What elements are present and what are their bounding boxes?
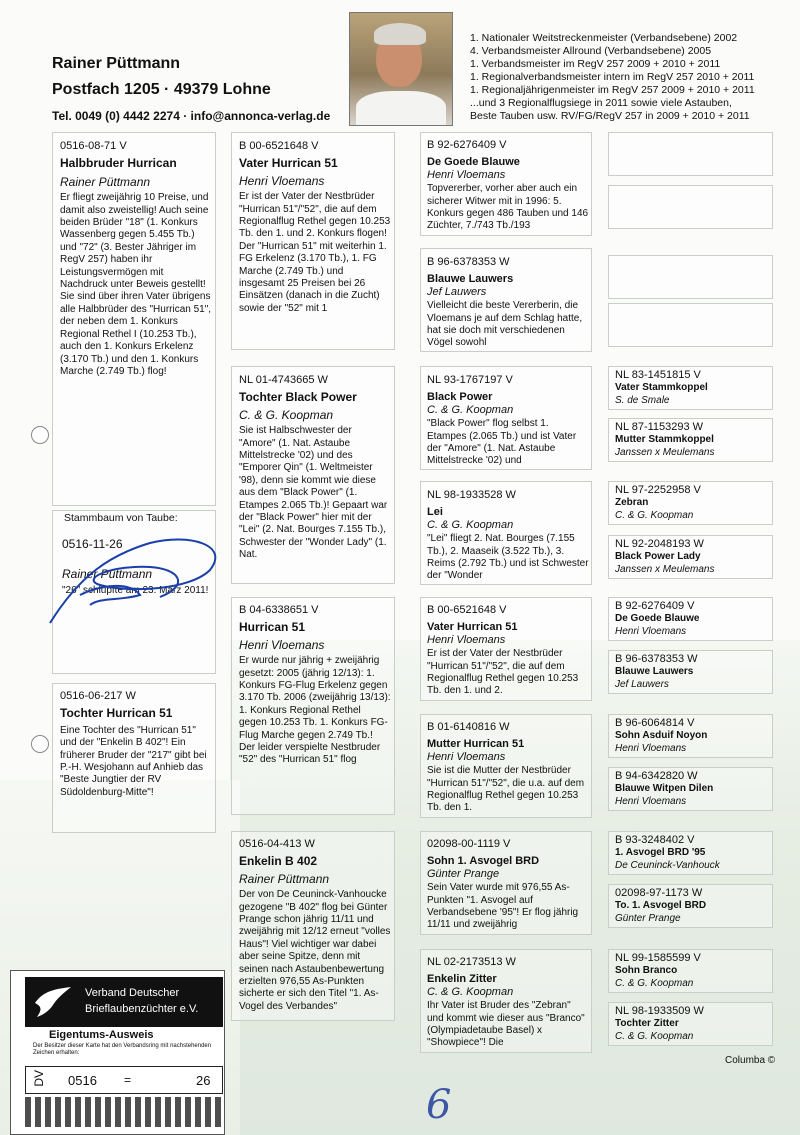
- pigeon-name: Mutter Stammkoppel: [615, 434, 714, 446]
- owner-photo: [349, 12, 453, 126]
- pigeon-name: Blauwe Lauwers: [615, 666, 694, 678]
- gen2-entry: [427, 256, 589, 350]
- breeder-name: De Ceuninck-Vanhouck: [615, 859, 720, 871]
- card-security-pattern: [25, 1097, 223, 1127]
- ring-number: NL 97-2252958 V: [615, 484, 701, 496]
- achievement-item: 4. Verbandsmeister Allround (Verbandsebene) 2005: [470, 45, 712, 57]
- breeder-name: Jef Lauwers: [615, 678, 669, 690]
- card-number: 0516: [68, 1073, 97, 1088]
- gen3-entry: [615, 717, 771, 757]
- breeder-name: Henri Vloemans: [615, 795, 687, 807]
- card-org-line1: Verband Deutscher: [85, 987, 180, 999]
- card-ring-row: [25, 1066, 223, 1094]
- gen1-entry: [239, 140, 391, 345]
- pigeon-name: Enkelin B 402: [239, 854, 318, 869]
- ring-number: 02098-97-1173 W: [615, 887, 703, 899]
- pigeon-name: Black Power: [427, 391, 493, 404]
- gen3-entry: [615, 952, 771, 992]
- pigeon-name: Tochter Hurrican 51: [60, 706, 173, 721]
- breeder-name: Rainer Püttmann: [60, 174, 151, 189]
- gen2-entry: [427, 838, 589, 932]
- breeder-name: Henri Vloemans: [615, 625, 687, 637]
- gen3-entry: [615, 653, 771, 693]
- pigeon-description: Er fliegt zweijährig 10 Preise, und damit also zweistellig! Auch seine beiden Brüder "18" (1. Konkurs Wassenberg gegen 5.455 Tb.) und "72" (3. Bester Jähriger im RegV 257) haben ihr Leistungsvermögen mit Nachdruck unter Beweis gestellt! Sie sind über ihren Vater übrigens alle Halbbrüder des "Hurrican 51", der neben dem 1. Konkurs Regional Rethel I (10.253 Tb.), auch den 1. Konkurs Erkelenz (3.170 Tb.) und den 1. Konkurs Marche (2.749 Tb.) flog!: [60, 192, 212, 377]
- ownership-card: [10, 970, 225, 1135]
- pigeon-description: Er wurde nur jährig + zweijährig gesetzt: 2005 (jährig 12/13): 1. Konkurs FG-Flug Erkelenz gegen 3.170 Tb. 2006 (zweijährig 13/13): 1. Konkurs Regional Rethel gegen 10.253 Tb. 1. Konkurs FG-Flug Marche gegen 2.749 Tb.! Der leider verspielte Nestbruder "52" des "Hurrican 51" flog: [239, 655, 391, 766]
- ring-number: B 96-6378353 W: [427, 256, 510, 268]
- ring-number: NL 01-4743665 W: [239, 374, 328, 386]
- pigeon-description: Sein Vater wurde mit 976,55 As-Punkten "1. Asvogel auf Verbandsebene '95"! Er flog jährig 11/11 und zweijährig: [427, 882, 579, 931]
- breeder-name: Günter Prange: [615, 912, 681, 924]
- subject-note: "26" schlüpfte am 23. März 2011!: [62, 584, 209, 596]
- ring-number: NL 92-2048193 W: [615, 538, 704, 550]
- gen2-entry: [427, 139, 589, 233]
- pigeon-name: Tochter Zitter: [615, 1018, 679, 1030]
- pigeon-name: Vater Hurrican 51: [427, 621, 518, 634]
- breeder-name: C. & G. Koopman: [615, 509, 694, 521]
- ring-number: B 96-6378353 W: [615, 653, 698, 665]
- breeder-name: Günter Prange: [427, 867, 500, 880]
- breeder-name: Henri Vloemans: [427, 633, 506, 646]
- achievement-item: 1. Verbandsmeister im RegV 257 2009 + 2010 + 2011: [470, 58, 721, 70]
- breeder-name: Henri Vloemans: [239, 173, 325, 188]
- ring-number: 0516-06-217 W: [60, 690, 136, 702]
- owner-contact: Tel. 0049 (0) 4442 2274 · info@annonca-verlag.de: [52, 109, 331, 123]
- ring-number: B 94-6342820 W: [615, 770, 698, 782]
- ring-number: NL 98-1933528 W: [427, 489, 516, 501]
- pigeon-name: Hurrican 51: [239, 620, 306, 635]
- pigeon-description: Er ist der Vater der Nestbrüder "Hurrican 51"/"52", die auf dem Regionalflug Rethel gegen 10.253 Tb. den 1. und 2.: [427, 648, 579, 697]
- ring-number: NL 99-1585599 V: [615, 952, 701, 964]
- pigeon-name: Sohn Asduif Noyon: [615, 730, 708, 742]
- pigeon-description: Vielleicht die beste Vererberin, die Vloemans je auf dem Schlag hatte, hat sie doch mit verschiedenen Vögel sowohl: [427, 300, 583, 349]
- achievements-list: [470, 32, 790, 123]
- breeder-name: Jef Lauwers: [427, 285, 487, 298]
- achievement-item: Beste Tauben usw. RV/FG/RegV 257 in 2009 + 2010 + 2011: [470, 110, 750, 122]
- pigeon-name: Sohn 1. Asvogel BRD: [427, 855, 540, 868]
- pigeon-name: Enkelin Zitter: [427, 973, 497, 986]
- pigeon-description: "Lei" fliegt 2. Nat. Bourges (7.155 Tb.), 2. Maaseik (3.522 Tb.), 3. Reims (2.792 Tb.) und ist Schwester der "Wonder: [427, 533, 589, 582]
- ring-number: NL 93-1767197 V: [427, 374, 513, 386]
- pigeon-name: Blauwe Lauwers: [427, 273, 514, 286]
- gen3-empty-box: [608, 255, 773, 299]
- gen2-entry: [427, 956, 589, 1050]
- gen3-entry: [615, 484, 771, 524]
- pigeon-name: Tochter Black Power: [239, 390, 357, 405]
- subject-breeder: Rainer Püttmann: [62, 567, 153, 582]
- pigeon-name: Blauwe Witpen Dilen: [615, 783, 714, 795]
- pigeon-description: Sie ist die Mutter der Nestbrüder "Hurrican 51"/"52", die u.a. auf dem Regionalflug Rethel gegen 10.253 Tb. den 1.: [427, 765, 585, 814]
- pigeon-name: To. 1. Asvogel BRD: [615, 900, 707, 912]
- breeder-name: C. & G. Koopman: [427, 518, 514, 531]
- breeder-name: C. & G. Koopman: [615, 977, 694, 989]
- card-header: [25, 977, 223, 1027]
- handwritten-signature: [40, 515, 250, 635]
- breeder-name: Janssen x Meulemans: [615, 446, 715, 458]
- ring-number: B 92-6276409 V: [615, 600, 695, 612]
- breeder-name: C. & G. Koopman: [615, 1030, 694, 1042]
- gen2-entry: [427, 489, 589, 583]
- subject-ring-number: 0516-11-26: [62, 538, 123, 551]
- sibling-entry: [60, 140, 212, 420]
- punch-hole: [31, 735, 49, 753]
- ring-number: NL 87-1153293 W: [615, 421, 704, 433]
- ring-number: NL 83-1451815 V: [615, 369, 701, 381]
- card-org-line2: Brieflaubenzüchter e.V.: [85, 1003, 199, 1015]
- gen1-entry: [239, 374, 391, 579]
- ring-number: B 92-6276409 V: [427, 139, 507, 151]
- pigeon-description: Topvererber, vorher aber auch ein sicherer Witwer mit in 1996: 5. Konkurs gegen 486 Tauben und 146 Züchter, 7./743 Tb./193: [427, 183, 589, 232]
- owner-address: Postfach 1205 · 49379 Lohne: [52, 81, 271, 98]
- handwritten-page-number: 6: [426, 1082, 452, 1128]
- pigeon-description: Ihr Vater ist Bruder des "Zebran" und kommt wie dieser aus "Branco" (Olympiadetaube Basel) x "Showpiece"! Die: [427, 1000, 585, 1049]
- ring-number: B 96-6064814 V: [615, 717, 695, 729]
- card-dv-label: DV: [32, 1070, 46, 1087]
- card-note: Der Besitzer dieser Karte hat den Verbandsring mit nachstehenden Zeichen erhalten:: [33, 1043, 212, 1056]
- breeder-name: Rainer Püttmann: [239, 871, 330, 886]
- gen3-entry: [615, 421, 771, 461]
- ring-number: NL 02-2173513 W: [427, 956, 516, 968]
- pigeon-description: Sie ist Halbschwester der "Amore" (1. Nat. Astaube Mittelstrecke '02) und des "Emporer Qin" (1. Weltmeister '98), denn sie kommt wie diese aus dem "Black Power" (1. Etampes 2.065 Tb.)! Gepaart war der "Black Power" hier mit der "Lei" (2. Nat. Bourges 7.155 Tb.), Schwester der "Wonder Lady" (1. Nat.: [239, 425, 388, 561]
- gen2-entry: [427, 604, 589, 698]
- breeder-name: C. & G. Koopman: [427, 403, 514, 416]
- gen3-entry: [615, 887, 771, 927]
- breeder-name: Henri Vloemans: [239, 637, 325, 652]
- pigeon-name: Vater Hurrican 51: [239, 156, 338, 171]
- owner-name: Rainer Püttmann: [52, 55, 181, 72]
- breeder-name: Henri Vloemans: [427, 750, 506, 763]
- pigeon-name: De Goede Blauwe: [427, 156, 520, 169]
- pigeon-name: Vater Stammkoppel: [615, 382, 708, 394]
- ring-number: B 93-3248402 V: [615, 834, 695, 846]
- gen3-entry: [615, 834, 771, 874]
- pigeon-name: 1. Asvogel BRD '95: [615, 847, 706, 859]
- ring-number: B 00-6521648 V: [239, 140, 319, 152]
- gen3-entry: [615, 770, 771, 810]
- achievement-item: 1. Regionalverbandsmeister intern im RegV 257 2010 + 2011: [470, 71, 755, 83]
- ring-number: B 04-6338651 V: [239, 604, 319, 616]
- ring-number: NL 98-1933509 W: [615, 1005, 704, 1017]
- gen1-entry: [239, 604, 391, 809]
- breeder-name: Henri Vloemans: [427, 168, 506, 181]
- pigeon-name: Zebran: [615, 497, 649, 509]
- gen2-entry: [427, 374, 589, 468]
- pigeon-name: Lei: [427, 506, 443, 519]
- breeder-name: C. & G. Koopman: [427, 985, 514, 998]
- credit: Columba ©: [725, 1055, 776, 1066]
- gen3-entry: [615, 369, 771, 409]
- pigeon-description: Eine Tochter des "Hurrican 51" und der "Enkelin B 402"! Ein früherer Bruder der "217" gibt bei P.-H. Wesjohann auf Anhieb das "Beste Jungtier der RV Südoldenburg-Mitte"!: [60, 724, 207, 798]
- breeder-name: Janssen x Meulemans: [615, 563, 715, 575]
- ring-number: B 01-6140816 W: [427, 721, 510, 733]
- ring-number: 0516-08-71 V: [60, 140, 127, 152]
- achievement-item: 1. Regionaljährigenmeister im RegV 257 2009 + 2010 + 2011: [470, 84, 755, 96]
- pigeon-logo-icon: [33, 983, 73, 1021]
- pedigree-label: Stammbaum von Taube:: [64, 512, 178, 524]
- gen1-entry: [239, 838, 391, 1018]
- ring-number: B 00-6521648 V: [427, 604, 507, 616]
- gen2-entry: [427, 721, 589, 815]
- card-separator: =: [124, 1073, 132, 1087]
- ring-number: 02098-00-1119 V: [427, 838, 511, 850]
- achievement-item: 1. Nationaler Weitstreckenmeister (Verbandsebene) 2002: [470, 32, 738, 44]
- pigeon-description: Er ist der Vater der Nestbrüder "Hurrican 51"/"52", die auf dem Regionalflug Rethel gegen 10.253 Tb. den 1. und 2. Konkurs flogen! Der "Hurrican 51" mit weiterhin 1. FG Erkelenz (3.170 Tb.), 1. FG Marche (2.749 Tb.) und insgesamt 25 Preisen bei 26 Einsätzen (danach in die Zucht) sowie der "52" mit 1: [239, 191, 391, 314]
- sibling-entry: [60, 690, 212, 825]
- pigeon-name: Halbbruder Hurrican: [60, 156, 177, 171]
- pigeon-name: De Goede Blauwe: [615, 613, 700, 625]
- breeder-name: Henri Vloemans: [615, 742, 687, 754]
- card-year: 26: [196, 1073, 211, 1088]
- pigeon-description: "Black Power" flog selbst 1. Etampes (2.065 Tb.) und ist Vater der "Amore" (1. Nat. Astaube Mittelstrecke '02) und: [427, 418, 577, 467]
- card-title: Eigentums-Ausweis: [49, 1029, 154, 1041]
- breeder-name: C. & G. Koopman: [239, 407, 334, 422]
- gen3-entry: [615, 600, 771, 640]
- pigeon-name: Black Power Lady: [615, 551, 701, 563]
- pigeon-name: Sohn Branco: [615, 965, 678, 977]
- gen3-empty-box: [608, 303, 773, 347]
- gen3-entry: [615, 538, 771, 578]
- breeder-name: S. de Smale: [615, 394, 670, 406]
- pigeon-name: Mutter Hurrican 51: [427, 738, 525, 751]
- punch-hole: [31, 426, 49, 444]
- pigeon-description: Der von De Ceuninck-Vanhoucke gezogene "B 402" flog bei Günter Prange schon jährig 11/11 und zweijährig mit 12/12 erneut "volles Haus"! Viel wichtiger war dabei aber seine Spitze, denn mit seinen nach Astaubenbewertung erzielten 976,55 As-Punkten sicherte er sich den Titel "1. As-Vogel des Verbandes": [239, 889, 391, 1012]
- gen3-entry: [615, 1005, 771, 1045]
- gen3-empty-box: [608, 185, 773, 229]
- achievement-item: ...und 3 Regionalflugsiege in 2011 sowie viele Astauben,: [470, 97, 732, 109]
- ring-number: 0516-04-413 W: [239, 838, 315, 850]
- gen3-empty-box: [608, 132, 773, 176]
